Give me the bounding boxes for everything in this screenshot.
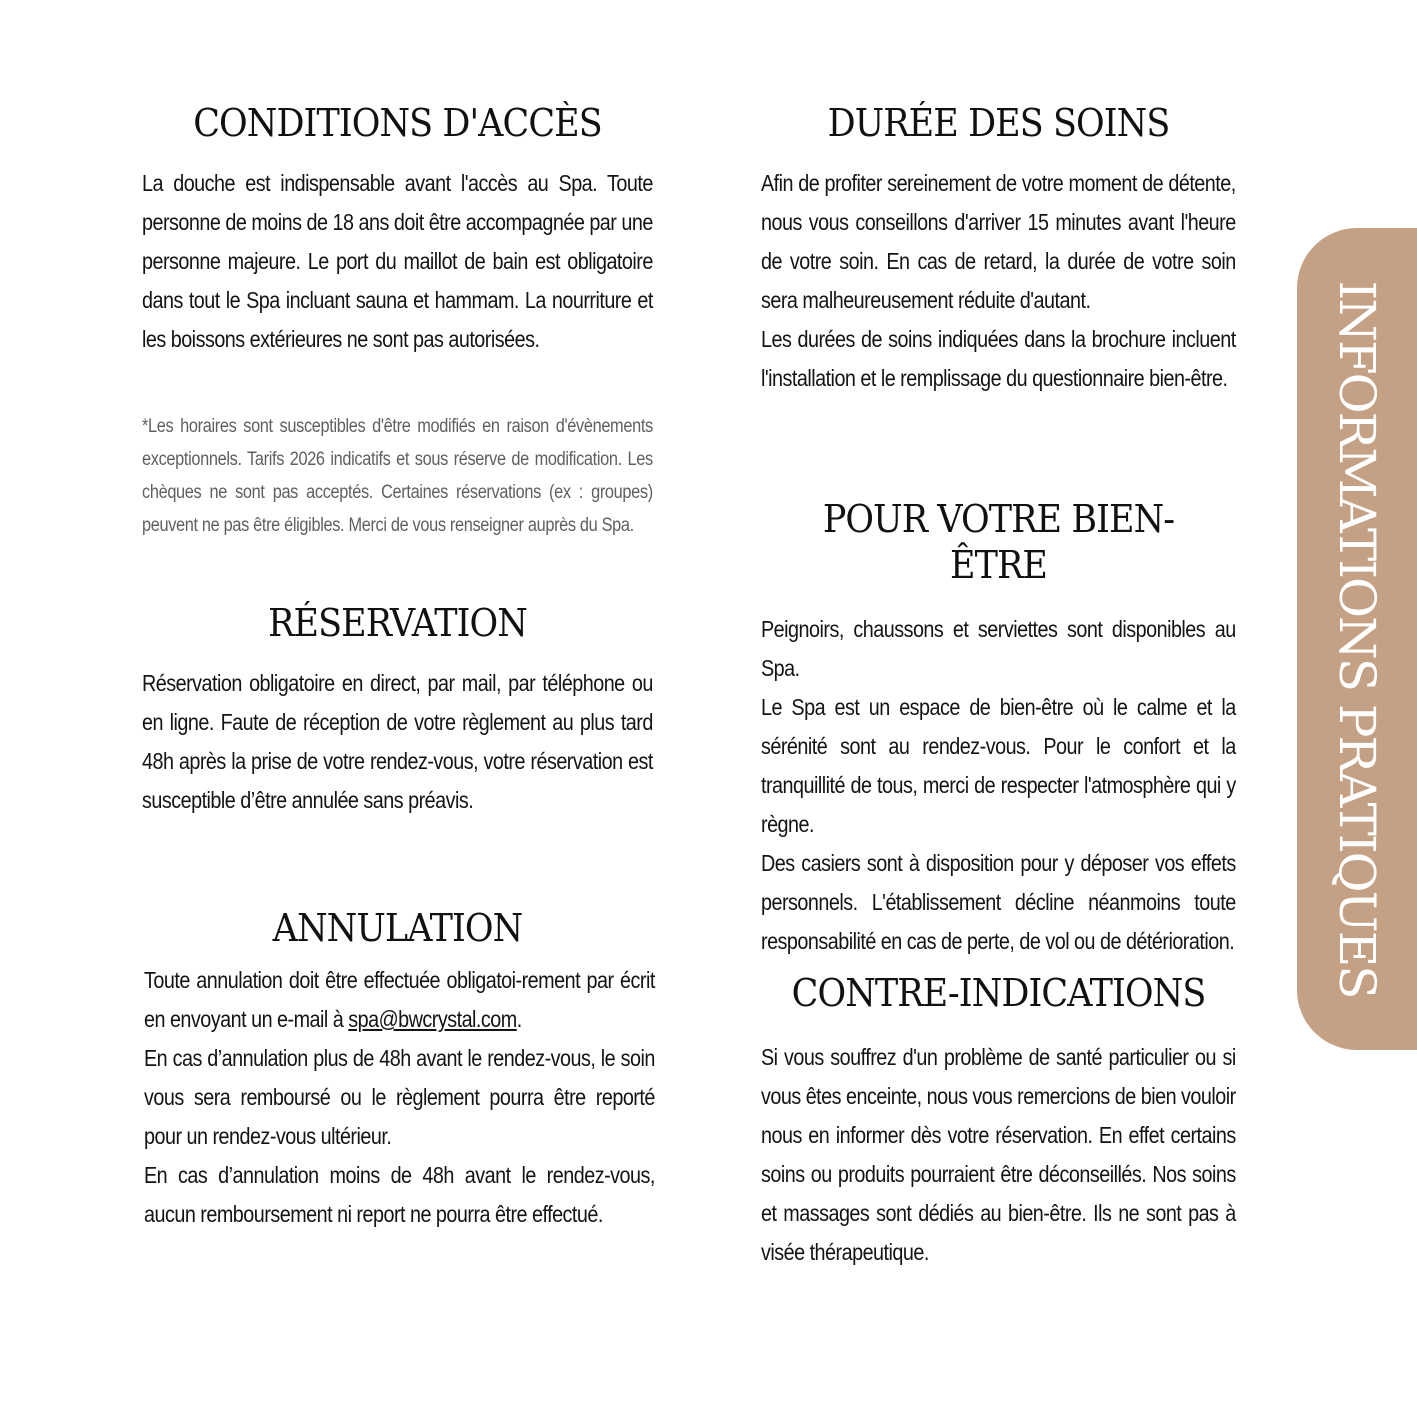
conditions-title: CONDITIONS D'ACCÈS [193, 101, 602, 145]
email-link[interactable]: spa@bwcrystal.com [348, 1006, 517, 1032]
conditions-note-section [142, 410, 653, 542]
contre-title: CONTRE-INDICATIONS [791, 971, 1206, 1015]
duree-p2: Les durées de soins indiquées dans la brochure incluent l'installation et le remplissage du questionnaire bien-être. [761, 326, 1236, 391]
side-tab [1297, 228, 1417, 1050]
annulation-body [144, 961, 655, 1234]
reservation-section [142, 600, 653, 820]
annulation-p3: En cas d’annulation moins de 48h avant le rendez-vous, aucun remboursement ni report ne pourra être effectué. [144, 1162, 655, 1227]
reservation-text: Réservation obligatoire en direct, par mail, par téléphone ou en ligne. Faute de réception de votre règlement au plus tard 48h après la prise de votre rendez-vous, votre réservation est susceptible d’être annulée sans préavis. [142, 670, 653, 813]
annulation-p1 [144, 961, 655, 1039]
reservation-title: RÉSERVATION [268, 601, 527, 645]
bien-etre-p3: Des casiers sont à disposition pour y déposer vos effets personnels. L'établissement décline néanmoins toute responsabilité en cas de perte, de vol ou de détérioration. [761, 850, 1236, 954]
duree-title: DURÉE DES SOINS [827, 101, 1170, 145]
bien-etre-body [761, 610, 1236, 961]
annulation-p2: En cas d’annulation plus de 48h avant le rendez-vous, le soin vous sera remboursé ou le règlement pourra être reporté pour un rendez-vous ultérieur. [144, 1045, 655, 1149]
annulation-section [142, 905, 653, 1234]
side-tab-label: INFORMATIONS PRATIQUES [1328, 280, 1386, 998]
conditions-note: *Les horaires sont susceptibles d'être modifiés en raison d'évènements exceptionnels. Tarifs 2026 indicatifs et sous réserve de modification. Les chèques ne sont pas acceptés. Certaines réservations (ex : groupes) peuvent ne pas être éligibles. Merci de vous renseigner auprès du Spa. [142, 416, 653, 536]
bien-etre-section [761, 496, 1236, 961]
duree-p1: Afin de profiter sereinement de votre moment de détente, nous vous conseillons d'arriver 15 minutes avant l'heure de votre soin. En cas de retard, la durée de votre soin sera malheureusement réduite d'autant. [761, 170, 1236, 313]
bien-etre-title: POUR VOTRE BIEN-ÊTRE [822, 497, 1175, 587]
bien-etre-p1: Peignoirs, chaussons et serviettes sont disponibles au Spa. [761, 616, 1236, 681]
conditions-text: La douche est indispensable avant l'accès au Spa. Toute personne de moins de 18 ans doit être accompagnée par une personne majeure. Le port du maillot de bain est obligatoire dans tout le Spa incluant sauna et hammam. La nourriture et les boissons extérieures ne sont pas autorisées. [142, 170, 653, 352]
duree-section [761, 100, 1236, 398]
contre-section [761, 970, 1236, 1272]
contre-text: Si vous souffrez d'un problème de santé particulier ou si vous êtes enceinte, nous vous remercions de bien vouloir nous en informer dès votre réservation. En effet certains soins ou produits pourraient être déconseillés. Nos soins et massages sont dédiés au bien-être. Ils ne sont pas à visée thérapeutique. [761, 1044, 1236, 1265]
annulation-text: Toute annulation doit être effectuée obligatoi-rement par écrit en envoyant un e-mail à [144, 967, 655, 1032]
annulation-title: ANNULATION [272, 906, 523, 950]
duree-body [761, 164, 1236, 398]
conditions-section [142, 100, 653, 359]
email-suffix: . [516, 1006, 522, 1032]
bien-etre-p2: Le Spa est un espace de bien-être où le calme et la sérénité sont au rendez-vous. Pour le confort et la tranquillité de tous, merci de respecter l'atmosphère qui y règne. [761, 694, 1236, 837]
